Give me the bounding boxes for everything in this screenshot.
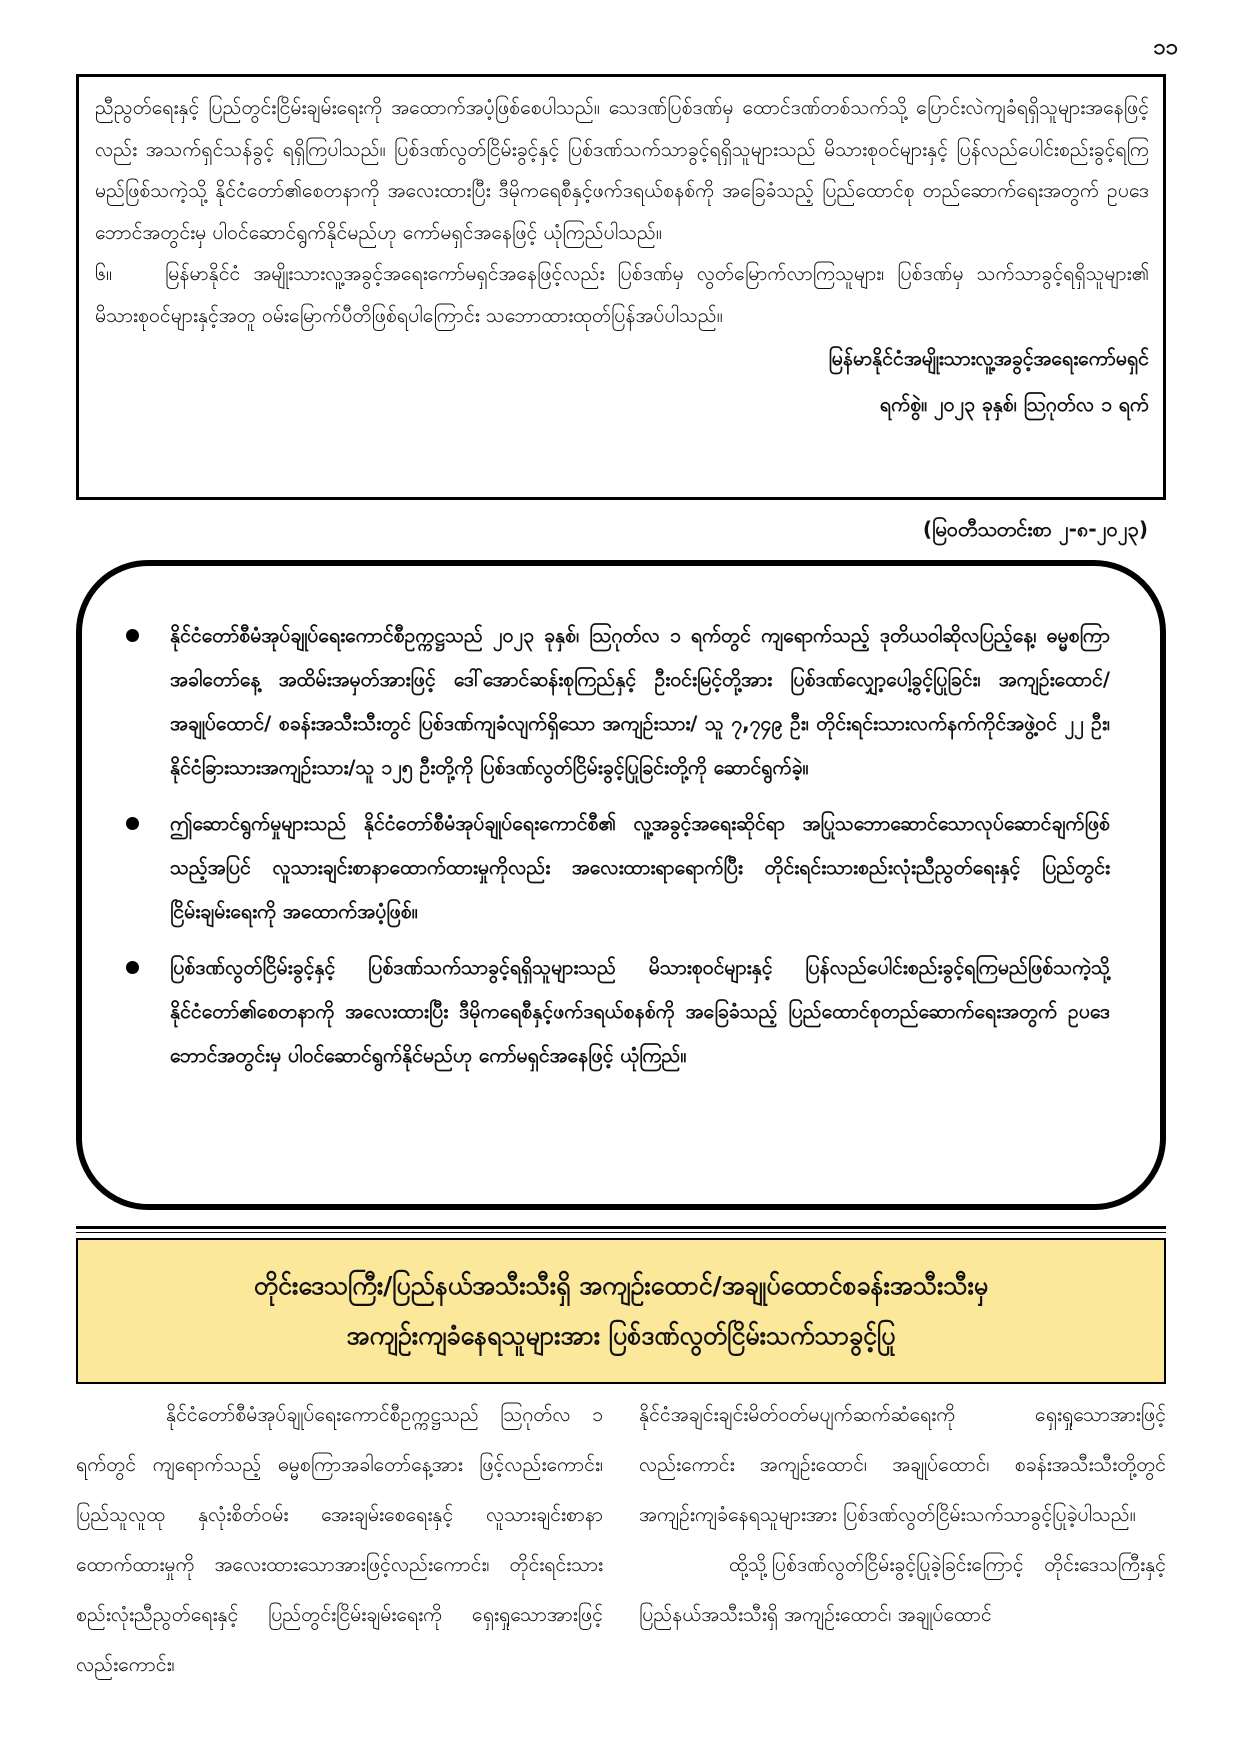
signature-date: ရက်စွဲ။ ၂၀၂၃ ခုနှစ်၊ ဩဂုတ်လ ၁ ရက် (879, 393, 1149, 416)
summary-list (126, 614, 1110, 1078)
section-title-line-1: တိုင်းဒေသကြီး/ပြည်နယ်အသီးသီးရှိ အကျဉ်းထောင်/အချုပ်ထောင်စခန်းအသီးသီးမှ (253, 1271, 989, 1300)
section-title-box (76, 1238, 1166, 1384)
body-columns (76, 1390, 1166, 1720)
paragraph-number: ၆။ (95, 262, 112, 285)
statement-paragraph-numbered (95, 253, 1149, 336)
body-paragraph: နိုင်ငံတော်စီမံအုပ်ချုပ်ရေးကောင်စီဥက္ကဋ္ဌသည် ဩဂုတ်လ ၁ ရက်တွင် ကျရောက်သည့် ဓမ္မစကြာအခါတော်နေ့အား ဖြင့်လည်းကောင်း၊ ပြည်သူလူထု နှလုံးစိတ်ဝမ်း အေးချမ်းစေရေးနှင့် လူသားချင်းစာနာထောက်ထားမှုကို အလေးထားသောအားဖြင့်လည်းကောင်း၊ တိုင်းရင်းသားစည်းလုံးညီညွတ်ရေးနှင့် ပြည်တွင်းငြိမ်းချမ်းရေးကို ရှေးရှုသောအားဖြင့်လည်းကောင်း၊ (76, 1403, 603, 1676)
body-right-column (639, 1390, 1166, 1720)
summary-bullet-item (126, 614, 1110, 790)
section-divider-thin (76, 1232, 1166, 1233)
section-title-line-2: အကျဉ်းကျခံနေရသူများအား ပြစ်ဒဏ်လွတ်ငြိမ်းသက်သာခွင့်ပြု (346, 1321, 896, 1350)
summary-bullet-item (126, 802, 1110, 934)
page-number: ၁၁ (1153, 35, 1178, 60)
source-citation: (မြဝတီသတင်းစာ ၂-၈-၂၀၂၃) (922, 517, 1148, 541)
section-divider-top (76, 1226, 1166, 1229)
summary-bullet-item (126, 946, 1110, 1078)
bullet-text: နိုင်ငံတော်စီမံအုပ်ချုပ်ရေးကောင်စီဥက္ကဋ္ဌသည် ၂၀၂၃ ခုနှစ်၊ ဩဂုတ်လ ၁ ရက်တွင် ကျရောက်သည့် ဒုတိယဝါဆိုလပြည့်နေ့၊ ဓမ္မစကြာအခါတော်နေ့ အထိမ်းအမှတ်အားဖြင့် ဒေါ်အောင်ဆန်းစုကြည်နှင့် ဦးဝင်းမြင့်တို့အား ပြစ်ဒဏ်လျှော့ပေါ့ခွင့်ပြုခြင်း၊ အကျဉ်းထောင်/ အချုပ်ထောင်/ စခန်းအသီးသီးတွင် ပြစ်ဒဏ်ကျခံလျက်ရှိသော အကျဉ်းသား/ သူ ၇,၇၄၉ ဦး၊ တိုင်းရင်းသားလက်နက်ကိုင်အဖွဲ့ဝင် ၂၂ ဦး၊ နိုင်ငံခြားသားအကျဉ်းသား/သူ ၁၂၅ ဦးတို့ကို ပြစ်ဒဏ်လွတ်ငြိမ်းခွင့်ပြုခြင်းတို့ကို ဆောင်ရွက်ခဲ့။ (170, 624, 1110, 779)
bullet-text: ဤဆောင်ရွက်မှုများသည် နိုင်ငံတော်စီမံအုပ်ချုပ်ရေးကောင်စီ၏ လူ့အခွင့်အရေးဆိုင်ရာ အပြုသဘောဆောင်သောလုပ်ဆောင်ချက်ဖြစ်သည့်အပြင် လူသားချင်းစာနာထောက်ထားမှုကိုလည်း အလေးထားရာရောက်ပြီး တိုင်းရင်းသားစည်းလုံးညီညွတ်ရေးနှင့် ပြည်တွင်းငြိမ်းချမ်းရေးကို အထောက်အပံ့ဖြစ်။ (170, 812, 1110, 923)
body-paragraph: ထို့သို့ပြစ်ဒဏ်လွတ်ငြိမ်းခွင့်ပြုခဲ့ခြင်းကြောင့် တိုင်းဒေသကြီးနှင့် ပြည်နယ်အသီးသီးရှိ အကျဉ်းထောင်၊ အချုပ်ထောင် (639, 1553, 1166, 1626)
paragraph-text: မြန်မာနိုင်ငံ အမျိုးသားလူ့အခွင့်အရေးကော်မရှင်အနေဖြင့်လည်း ပြစ်ဒဏ်မှ လွတ်မြောက်လာကြသူများ၊ ပြစ်ဒဏ်မှ သက်သာခွင့်ရရှိသူများ၏ မိသားစုဝင်များနှင့်အတူ ဝမ်းမြောက်ပီတိဖြစ်ရပါကြောင်း သဘောထားထုတ်ပြန်အပ်ပါသည်။ (95, 262, 1149, 327)
statement-paragraph: ညီညွတ်ရေးနှင့် ပြည်တွင်းငြိမ်းချမ်းရေးကို အထောက်အပံ့ဖြစ်စေပါသည်။ သေဒဏ်ပြစ်ဒဏ်မှ ထောင်ဒဏ်တစ်သက်သို့ ပြောင်းလဲကျခံရရှိသူများအနေဖြင့်လည်း အသက်ရှင်သန်ခွင့် ရရှိကြပါသည်။ ပြစ်ဒဏ်လွတ်ငြိမ်းခွင့်နှင့် ပြစ်ဒဏ်သက်သာခွင့်ရရှိသူများသည် မိသားစုဝင်များနှင့် ပြန်လည်ပေါင်းစည်းခွင့်ရကြမည်ဖြစ်သကဲ့သို့ နိုင်ငံတော်၏စေတနာကို အလေးထားပြီး ဒီမိုကရေစီနှင့်ဖက်ဒရယ်စနစ်ကို အခြေခံသည့် ပြည်ထောင်စု တည်ဆောက်ရေးအတွက် ဥပဒေဘောင်အတွင်းမှ ပါဝင်ဆောင်ရွက်နိုင်မည်ဟု ကော်မရှင်အနေဖြင့် ယုံကြည်ပါသည်။ (95, 96, 1149, 244)
signature-organization: မြန်မာနိုင်ငံအမျိုးသားလူ့အခွင့်အရေးကော်မရှင် (828, 347, 1149, 370)
bullet-text: ပြစ်ဒဏ်လွတ်ငြိမ်းခွင့်နှင့် ပြစ်ဒဏ်သက်သာခွင့်ရရှိသူများသည် မိသားစုဝင်များနှင့် ပြန်လည်ပေါင်းစည်းခွင့်ရကြမည်ဖြစ်သကဲ့သို့ နိုင်ငံတော်၏စေတနာကို အလေးထားပြီး ဒီမိုကရေစီနှင့်ဖက်ဒရယ်စနစ်ကို အခြေခံသည့် ပြည်ထောင်စုတည်ဆောက်ရေးအတွက် ဥပဒေဘောင်အတွင်းမှ ပါဝင်ဆောင်ရွက်နိုင်မည်ဟု ကော်မရှင်အနေဖြင့် ယုံကြည်။ (170, 956, 1110, 1067)
statement-box (76, 74, 1166, 500)
bullet-icon (126, 961, 139, 974)
bullet-icon (126, 817, 139, 830)
body-paragraph-continued: နိုင်ငံအချင်းချင်းမိတ်ဝတ်မပျက်ဆက်ဆံရေးကို ရှေးရှုသောအားဖြင့်လည်းကောင်း အကျဉ်းထောင်၊ အချုပ်ထောင်၊ စခန်းအသီးသီးတို့တွင် အကျဉ်းကျခံနေရသူများအား ပြစ်ဒဏ်လွတ်ငြိမ်းသက်သာခွင့်ပြုခဲ့ပါသည်။ (639, 1403, 1166, 1526)
bullet-icon (126, 629, 139, 642)
body-left-column (76, 1390, 603, 1720)
summary-box (76, 560, 1166, 1210)
